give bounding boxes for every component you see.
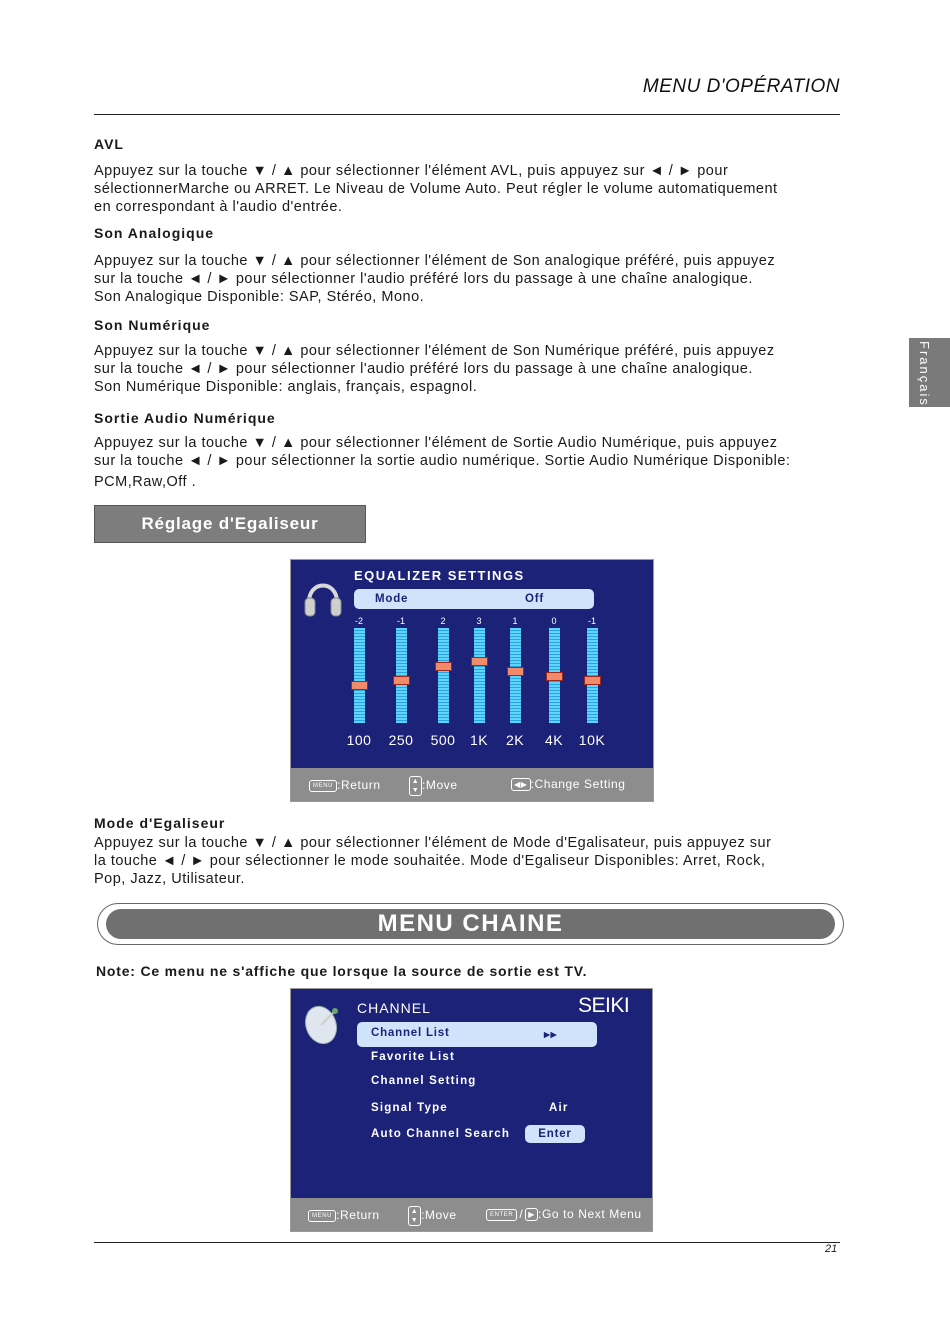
move-hint: :Move	[422, 778, 458, 793]
eq-band-slider[interactable]	[549, 628, 560, 723]
slash-separator: /	[519, 1207, 524, 1221]
satellite-dish-icon	[303, 1003, 343, 1047]
page-number: 21	[825, 1243, 838, 1255]
eq-band-knob[interactable]	[393, 676, 410, 685]
footer-divider	[94, 1242, 840, 1243]
page-header-title: MENU D'OPÉRATION	[642, 76, 840, 97]
header-divider	[94, 114, 840, 115]
change-key-hint	[511, 777, 626, 791]
language-tab	[909, 338, 950, 407]
equalizer-title: EQUALIZER SETTINGS	[354, 568, 525, 583]
right-arrow-icon: ▶	[525, 1208, 538, 1221]
text-line: sur la touche ◄ / ► pour sélectionner l'audio préféré lors du passage à une chaîne analogique.	[94, 361, 753, 377]
eq-band-slider[interactable]	[396, 628, 407, 723]
section-heading-son-numerique: Son Numérique	[94, 317, 211, 333]
next-menu-key-hint	[486, 1207, 642, 1221]
signal-type-item[interactable]: Signal Type	[371, 1102, 448, 1114]
menu-chaine-banner	[97, 903, 844, 945]
channel-setting-item[interactable]: Channel Setting	[371, 1075, 477, 1087]
eq-band-value: -1	[587, 616, 596, 626]
signal-type-value: Air	[549, 1102, 569, 1114]
menu-key-hint	[308, 1208, 380, 1222]
eq-band-value: 1	[512, 616, 518, 626]
text-line: sur la touche ◄ / ► pour sélectionner l'audio préféré lors du passage à une chaîne analogique.	[94, 271, 753, 287]
change-setting-hint: :Change Setting	[530, 777, 626, 791]
eq-band-knob[interactable]	[507, 667, 524, 676]
eq-band-value: 0	[551, 616, 557, 626]
menu-key-icon: MENU	[309, 780, 337, 792]
channel-footer	[291, 1198, 652, 1231]
left-right-icon: ◀▶	[511, 778, 531, 791]
note-text: Note: Ce menu ne s'affiche que lorsque la source de sortie est TV.	[96, 963, 588, 979]
eq-band-value: 3	[476, 616, 482, 626]
eq-band-value: 2	[440, 616, 446, 626]
eq-band-frequency: 1K	[469, 732, 489, 748]
text-line: Son Analogique Disponible: SAP, Stéréo, Mono.	[94, 289, 425, 305]
eq-band-value: -2	[354, 616, 363, 626]
text-line: la touche ◄ / ► pour sélectionner le mode souhaitée. Mode d'Egaliseur Disponibles: Arret, Rock,	[94, 853, 766, 869]
equalizer-osd	[290, 559, 654, 802]
channel-osd	[290, 988, 653, 1232]
section-body-son-analogique	[94, 252, 884, 306]
eq-band-knob[interactable]	[546, 672, 563, 681]
menu-chaine-title: MENU CHAINE	[106, 909, 835, 939]
eq-band-frequency: 4K	[544, 732, 564, 748]
go-next-menu-hint: :Go to Next Menu	[538, 1207, 642, 1221]
section-body-son-numerique	[94, 342, 884, 396]
text-line: Appuyez sur la touche ▼ / ▲ pour sélectionner l'élément AVL, puis appuyez sur ◄ / ► pour	[94, 163, 729, 179]
channel-list-label: Channel List	[371, 1027, 450, 1039]
text-line: en correspondant à l'audio d'entrée.	[94, 199, 343, 215]
headphones-icon	[303, 572, 343, 622]
section-body-mode-egaliseur	[94, 834, 884, 888]
text-line: Pop, Jazz, Utilisateur.	[94, 871, 245, 887]
text-line: Appuyez sur la touche ▼ / ▲ pour sélectionner l'élément de Mode d'Egalisateur, puis appuyez sur	[94, 835, 772, 851]
text-line: Appuyez sur la touche ▼ / ▲ pour sélectionner l'élément de Sortie Audio Numérique, puis appuyez	[94, 435, 778, 451]
enter-button[interactable]: Enter	[525, 1125, 585, 1143]
return-hint: :Return	[336, 1208, 380, 1222]
eq-mode-label: Mode	[375, 593, 409, 605]
channel-title: CHANNEL	[357, 1000, 431, 1016]
eq-band-value: -1	[396, 616, 405, 626]
enter-key-icon: ENTER	[486, 1209, 517, 1221]
equalizer-section-banner: Réglage d'Egaliseur	[94, 505, 366, 543]
move-key-hint	[409, 776, 458, 796]
text-line: Son Numérique Disponible: anglais, français, espagnol.	[94, 379, 478, 395]
eq-band-slider[interactable]	[438, 628, 449, 723]
eq-band-knob[interactable]	[471, 657, 488, 666]
section-body-sortie-audio	[94, 434, 884, 491]
auto-channel-search-item[interactable]: Auto Channel Search	[371, 1128, 511, 1140]
favorite-list-item[interactable]: Favorite List	[371, 1051, 455, 1063]
eq-band-knob[interactable]	[351, 681, 368, 690]
menu-key-hint	[309, 778, 381, 792]
eq-band-frequency: 100	[346, 732, 372, 748]
up-down-icon: ▲ ▼	[408, 1206, 421, 1226]
eq-band-frequency: 250	[388, 732, 414, 748]
channel-list-item[interactable]	[357, 1022, 597, 1047]
eq-band-slider[interactable]	[510, 628, 521, 723]
up-down-icon: ▲ ▼	[409, 776, 422, 796]
eq-band-frequency: 2K	[505, 732, 525, 748]
arrow-right-icon: ▸▸	[544, 1029, 558, 1041]
eq-band-frequency: 10K	[578, 732, 606, 748]
eq-band-slider[interactable]	[354, 628, 365, 723]
section-heading-mode-egaliseur: Mode d'Egaliseur	[94, 815, 226, 831]
eq-band-knob[interactable]	[435, 662, 452, 671]
text-line: Appuyez sur la touche ▼ / ▲ pour sélectionner l'élément de Son analogique préféré, puis appuyez	[94, 253, 776, 269]
eq-band-slider[interactable]	[587, 628, 598, 723]
eq-mode-row[interactable]	[354, 589, 594, 609]
move-hint: :Move	[421, 1208, 457, 1223]
menu-key-icon: MENU	[308, 1210, 336, 1222]
text-line: Appuyez sur la touche ▼ / ▲ pour sélectionner l'élément de Son Numérique préféré, puis appuyez	[94, 343, 775, 359]
section-heading-son-analogique: Son Analogique	[94, 225, 215, 241]
eq-band-knob[interactable]	[584, 676, 601, 685]
section-heading-sortie-audio: Sortie Audio Numérique	[94, 410, 276, 426]
eq-band-frequency: 500	[430, 732, 456, 748]
text-line: sur la touche ◄ / ► pour sélectionner la sortie audio numérique. Sortie Audio Numérique Disponible:	[94, 453, 791, 469]
eq-band-slider[interactable]	[474, 628, 485, 723]
section-body-avl	[94, 162, 884, 216]
section-heading-avl: AVL	[94, 136, 124, 152]
equalizer-footer	[291, 768, 653, 801]
move-key-hint	[408, 1206, 457, 1226]
language-tab-label: Français	[917, 341, 932, 407]
eq-mode-value: Off	[525, 593, 545, 605]
text-line: sélectionnerMarche ou ARRET. Le Niveau de Volume Auto. Peut régler le volume automatiquement	[94, 181, 778, 197]
text-line: PCM,Raw,Off .	[94, 474, 197, 490]
brand-logo: SEIKI	[578, 994, 630, 1017]
return-hint: :Return	[337, 778, 381, 792]
